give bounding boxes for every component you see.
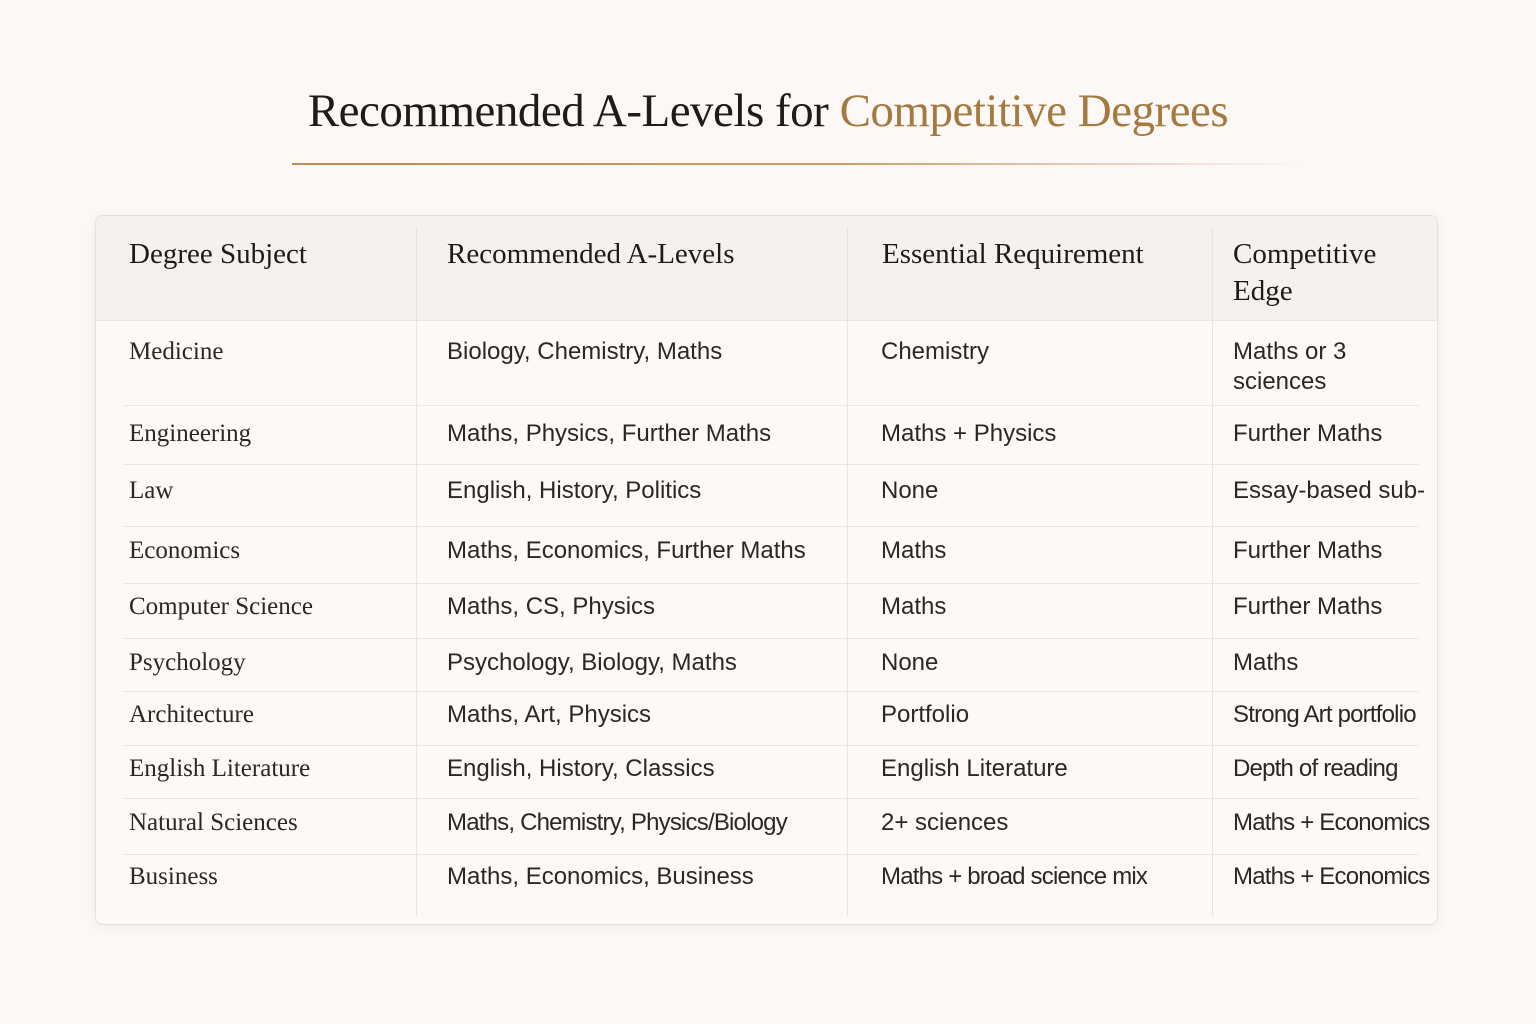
cell-edge: Strong Art portfolio: [1233, 701, 1416, 728]
cell-recommended: Maths, Art, Physics: [447, 701, 652, 728]
cell-essential: Chemistry: [881, 338, 990, 365]
header-competitive-edge: Competitive Edge: [1233, 238, 1377, 307]
cell-essential: None: [881, 477, 939, 504]
row-divider: [124, 526, 1419, 527]
column-divider: [1212, 228, 1213, 916]
cell-recommended: English, History, Politics: [447, 477, 702, 504]
cell-recommended: Biology, Chemistry, Maths: [447, 338, 723, 365]
cell-subject: Computer Science: [129, 593, 313, 620]
header-essential-requirement: Essential Requirement: [882, 238, 1144, 270]
cell-recommended: Psychology, Biology, Maths: [447, 649, 737, 676]
cell-subject: Engineering: [129, 420, 252, 447]
requirements-table: [95, 215, 1438, 925]
cell-edge: Further Maths: [1233, 420, 1383, 447]
cell-subject: Law: [129, 477, 174, 504]
cell-subject: Architecture: [129, 701, 254, 728]
cell-subject: Natural Sciences: [129, 809, 298, 836]
cell-edge: Maths + Economics: [1233, 809, 1430, 836]
column-divider: [847, 228, 848, 916]
cell-recommended: Maths, Chemistry, Physics/Biology: [447, 809, 787, 836]
title-main: Recommended A-Levels for: [307, 85, 829, 137]
cell-subject: Medicine: [129, 338, 224, 365]
header-recommended-a-levels: Recommended A-Levels: [447, 238, 735, 270]
cell-edge: Maths + Economics: [1233, 863, 1430, 890]
row-divider: [124, 405, 1419, 406]
cell-edge: Further Maths: [1233, 593, 1383, 620]
row-divider: [124, 745, 1419, 746]
cell-edge: Depth of reading: [1233, 755, 1398, 782]
cell-recommended: English, History, Classics: [447, 755, 715, 782]
cell-essential: None: [881, 649, 939, 676]
cell-essential: Maths: [881, 593, 947, 620]
cell-essential: English Literature: [881, 755, 1068, 782]
cell-recommended: Maths, Economics, Further Maths: [447, 537, 806, 564]
cell-recommended: Maths, Economics, Business: [447, 863, 754, 890]
row-divider: [124, 583, 1419, 584]
cell-essential: 2+ sciences: [881, 809, 1009, 836]
cell-subject: Business: [129, 863, 218, 890]
row-divider: [124, 798, 1419, 799]
header-degree-subject: Degree Subject: [129, 238, 307, 270]
row-divider: [96, 320, 1437, 321]
cell-edge: Maths or 3 sciences: [1233, 338, 1347, 395]
cell-subject: Economics: [129, 537, 241, 564]
cell-essential: Portfolio: [881, 701, 970, 728]
cell-subject: English Literature: [129, 755, 311, 782]
title-underline: [292, 163, 1302, 165]
row-divider: [124, 464, 1419, 465]
page-title: [0, 84, 1536, 138]
cell-essential: Maths + Physics: [881, 420, 1057, 447]
title-accent: Competitive Degrees: [839, 85, 1229, 137]
cell-edge: Further Maths: [1233, 537, 1383, 564]
cell-recommended: Maths, Physics, Further Maths: [447, 420, 772, 447]
cell-recommended: Maths, CS, Physics: [447, 593, 656, 620]
row-divider: [124, 638, 1419, 639]
cell-subject: Psychology: [129, 649, 246, 676]
row-divider: [124, 691, 1419, 692]
cell-essential: Maths: [881, 537, 947, 564]
cell-essential: Maths + broad science mix: [881, 863, 1148, 890]
column-divider: [416, 228, 417, 916]
cell-edge: Maths: [1233, 649, 1299, 676]
cell-edge: Essay-based sub-: [1233, 477, 1426, 504]
row-divider: [124, 854, 1419, 855]
